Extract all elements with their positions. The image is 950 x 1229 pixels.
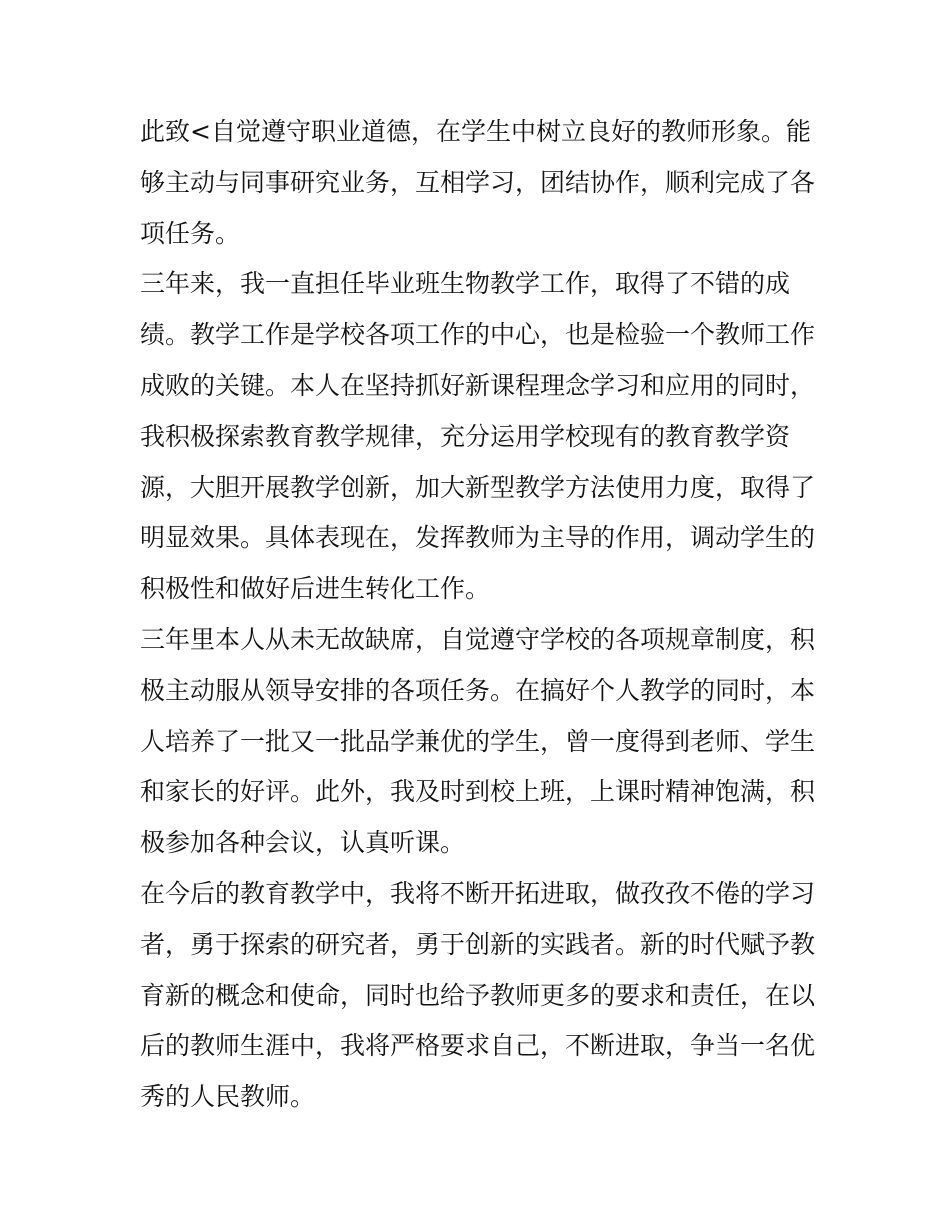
text-line: 绩。教学工作是学校各项工作的中心，也是检验一个教师工作: [140, 320, 816, 350]
text-line: 明显效果。具体表现在，发挥教师为主导的作用，调动学生的: [140, 523, 816, 553]
text-line: 源，大胆开展教学创新，加大新型教学方法使用力度，取得了: [140, 472, 816, 502]
text-line: 项任务。: [140, 218, 241, 248]
text-line: 后的教师生涯中，我将严格要求自己，不断进取，争当一名优: [140, 1031, 816, 1061]
text-line: 此致<自觉遵守职业道德，在学生中树立良好的教师形象。能: [140, 117, 811, 146]
text-line: 够主动与同事研究业务，互相学习，团结协作，顺利完成了各: [140, 167, 816, 197]
text-line: 成败的关键。本人在坚持抓好新课程理念学习和应用的同时，: [140, 370, 816, 400]
text-line: 极主动服从领导安排的各项任务。在搞好个人教学的同时，本: [140, 675, 816, 705]
text-line: 三年里本人从未无故缺席，自觉遵守学校的各项规章制度，积: [140, 624, 816, 654]
text-line: 人培养了一批又一批品学兼优的学生，曾一度得到老师、学生: [140, 726, 816, 756]
text-line: 在今后的教育教学中，我将不断开拓进取，做孜孜不倦的学习: [140, 878, 816, 908]
text-line: 积极性和做好后进生转化工作。: [140, 574, 491, 604]
text-line: 育新的概念和使命，同时也给予教师更多的要求和责任，在以: [140, 980, 816, 1010]
text-line: 者，勇于探索的研究者，勇于创新的实践者。新的时代赋予教: [140, 929, 816, 959]
text-line: 极参加各种会议，认真听课。: [140, 828, 466, 858]
document-body: [140, 107, 820, 1123]
text-line: 三年来，我一直担任毕业班生物教学工作，取得了不错的成: [140, 269, 791, 299]
text-line: 我积极探索教育教学规律，充分运用学校现有的教育教学资: [140, 421, 791, 451]
text-line: 秀的人民教师。: [140, 1082, 316, 1112]
text-line: 和家长的好评。此外，我及时到校上班，上课时精神饱满，积: [140, 777, 816, 807]
